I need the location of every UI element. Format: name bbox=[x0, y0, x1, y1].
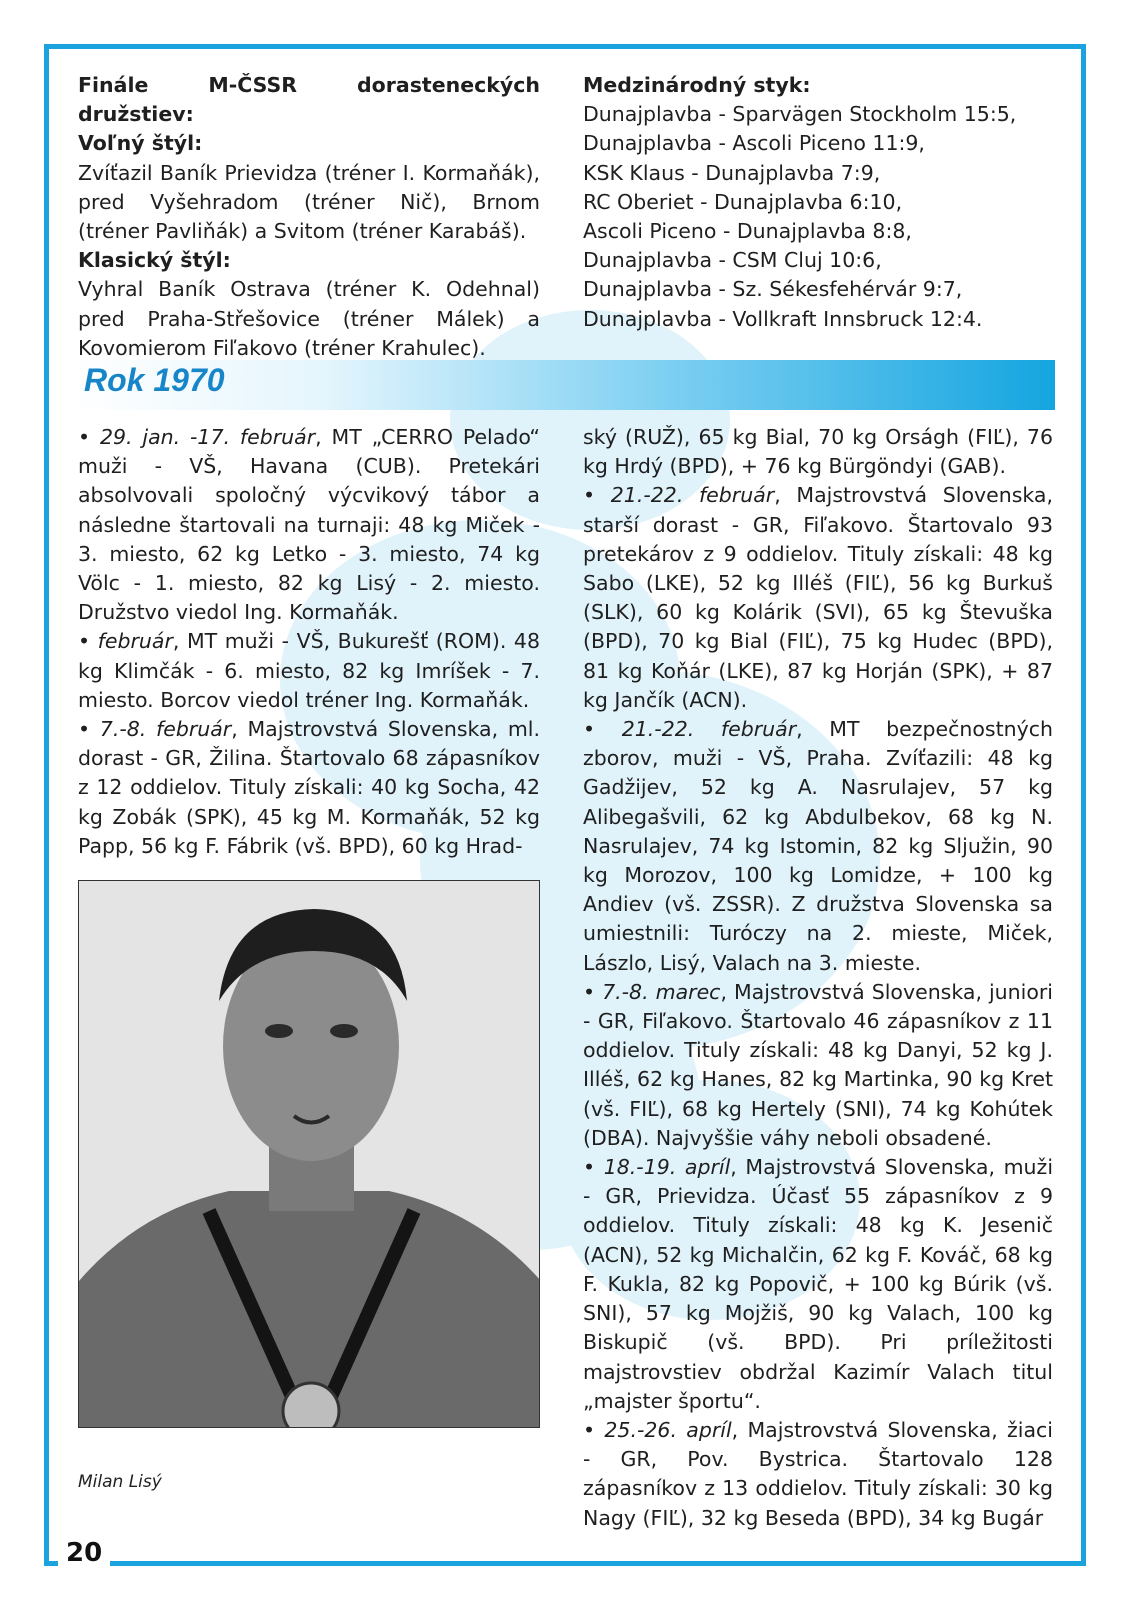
entry-date: 29. jan. -17. február bbox=[99, 425, 316, 449]
result-line: RC Oberiet - Dunajplavba 6:10, bbox=[583, 189, 903, 214]
result-line: Dunajplavba - Sz. Sékesfehérvár 9:7, bbox=[583, 277, 963, 302]
entry: • február, MT muži - VŠ, Bukurešť (ROM). 48 kg Klimčák - 6. miesto, 82 kg Imríšek - 7. miesto. Borcov viedol tréner Ing. Kormaňák. bbox=[78, 629, 541, 712]
international-heading: Medzinárodný styk: bbox=[583, 73, 811, 97]
entry: • 7.-8. február, Majstrovstvá Slovenska, ml. dorast - GR, Žilina. Štartovalo 68 zápasníkov z 12 oddielov. Tituly získali: 40 kg Socha, 42 kg Zobák (SPK), 45 kg M. Kormaňák, 52 kg Papp, 56 kg F. Fábrik (vš. BPD), 60 kg Hrad- bbox=[78, 717, 540, 858]
finale-section bbox=[78, 71, 540, 363]
result-line: Ascoli Piceno - Dunajplavba 8:8, bbox=[583, 219, 912, 244]
entry-text: , MT bezpečnostných zborov, muži - VŠ, Praha. Zvíťazili: 48 kg Gadžijev, 52 kg A. Nasrulajev, 57 kg Alibegašvili, 62 kg Abdulbekov, 68 kg N. Nasrulajev, 74 kg Istomin, 82 kg Sljužin, 90 kg Morozov, 100 kg Lomidze, + 100 kg Andiev (vš. ZSSR). Z družstva Slovenska sa umiestnili: Turóczy na 2. mieste, Miček, Lászlo, Lisý, Valach na 3. mieste. bbox=[583, 717, 1054, 975]
entry-text: , Majstrovstvá Slovenska, juniori - GR, Fiľakovo. Štartovalo 46 zápasníkov z 11 oddielov. Tituly získali: 48 kg Danyi, 52 kg J. Illéš, 62 kg Hanes, 82 kg Martinka, 90 kg Kret (vš. FIĽ), 68 kg Hertely (SNI), 74 kg Kohútek (DBA). Najvyššie váhy neboli obsadené. bbox=[583, 979, 1053, 1150]
entry-text: , Majstrovstvá Slovenska, muži - GR, Prievidza. Účasť 55 zápasníkov z 9 oddielov. Tituly získali: 48 kg K. Jesenič (ACN), 52 kg Michalčin, 62 kg F. Kováč, 68 kg F. Kukla, 82 kg Popovič, + 100 kg Búrik (vš. SNI), 57 kg Mojžiš, 90 kg Valach, 100 kg Biskupič (vš. BPD). Pri príležitosti majstrovstiev obdržal Kazimír Valach titul „majster športu“. bbox=[583, 1155, 1054, 1413]
result-line: Dunajplavba - Sparvägen Stockholm 15:5, bbox=[583, 102, 1017, 127]
result-line: KSK Klaus - Dunajplavba 7:9, bbox=[583, 160, 881, 185]
page-number: 20 bbox=[66, 1538, 103, 1568]
entry: • 21.-22. február, Majstrovstvá Slovenska, starší dorast - GR, Fiľakovo. Štartovalo 93 pretekárov z 9 oddielov. Tituly získali: 48 kg Sabo (LKE), 52 kg Illéš (FIĽ), 56 kg Burkuš (SLK), 60 kg Kolárik (SVI), 65 kg Števuška (BPD), 70 kg Bial (FIĽ), 75 kg Hudec (BPD), 81 kg Koňár (LKE), 87 kg Horján (SPK), + 87 kg Jančík (ACN). bbox=[583, 483, 1054, 712]
result-line: Dunajplavba - CSM Cluj 10:6, bbox=[583, 248, 882, 273]
classic-heading: Klasický štýl: bbox=[78, 248, 231, 273]
entry: • 7.-8. marec, Majstrovstvá Slovenska, juniori - GR, Fiľakovo. Štartovalo 46 zápasníkov z 11 oddielov. Tituly získali: 48 kg Danyi, 52 kg J. Illéš, 62 kg Hanes, 82 kg Martinka, 90 kg Kret (vš. FIĽ), 68 kg Hertely (SNI), 74 kg Kohútek (DBA). Najvyššie váhy neboli obsadené. bbox=[583, 979, 1053, 1150]
entry-date: 18.-19. apríl bbox=[603, 1155, 731, 1180]
entry-date: 21.-22. február bbox=[621, 717, 797, 742]
section-title: Rok 1970 bbox=[84, 362, 225, 398]
entry-date: február bbox=[97, 629, 173, 654]
classic-text: Vyhral Baník Ostrava (tréner K. Odehnal) pred Praha-Střešovice (tréner Málek) a Kovomierom Fiľakovo (tréner Krahulec). bbox=[78, 277, 540, 360]
right-column bbox=[583, 423, 1053, 1533]
entry-text: , MT „CERRO Pelado“ muži - VŠ, Havana (CUB). Pretekári absolvovali spoločný výcvikový tábor a následne štartovali na turnaji: 48 kg Miček - 3. miesto, 62 kg Letko - 3. miesto, 74 kg Völc - 1. miesto, 82 kg Lisý - 2. miesto. Družstvo viedol Ing. Kormaňák. bbox=[78, 425, 541, 625]
entry: • 25.-26. apríl, Majstrovstvá Slovenska, žiaci - GR, Pov. Bystrica. Štartovalo 128 zápasníkov z 13 oddielov. Tituly získali: 30 kg Nagy (FIĽ), 32 kg Beseda (BPD), 34 kg Bugár bbox=[583, 1417, 1053, 1530]
photo-caption: Milan Lisý bbox=[78, 1472, 162, 1492]
entry-date: 21.-22. február bbox=[610, 483, 775, 508]
result-line: Dunajplavba - Ascoli Piceno 11:9, bbox=[583, 131, 925, 156]
finale-heading: Finále M-ČSSR dorasteneckých družstiev: bbox=[78, 73, 540, 127]
entry-text: , Majstrovstvá Slovenska, žiaci - GR, Pov. Bystrica. Štartovalo 128 zápasníkov z 13 oddielov. Tituly získali: 30 kg Nagy (FIĽ), 32 kg Beseda (BPD), 34 kg Bugár bbox=[583, 1417, 1053, 1530]
entry-text: , Majstrovstvá Slovenska, starší dorast - GR, Fiľakovo. Štartovalo 93 pretekárov z 9 oddielov. Tituly získali: 48 kg Sabo (LKE), 52 kg Illéš (FIĽ), 56 kg Burkuš (SLK), 60 kg Kolárik (SVI), 65 kg Števuška (BPD), 70 kg Bial (FIĽ), 75 kg Hudec (BPD), 81 kg Koňár (LKE), 87 kg Horján (SPK), + 87 kg Jančík (ACN). bbox=[583, 483, 1054, 712]
freestyle-text: Zvíťazil Baník Prievidza (tréner I. Kormaňák), pred Vyšehradom (tréner Nič), Brnom (tréner Pavliňák) a Svitom (tréner Karabáš). bbox=[78, 160, 540, 244]
entry-date: 7.-8. marec bbox=[602, 979, 721, 1004]
entry: • 29. jan. -17. február, MT „CERRO Pelado“ muži - VŠ, Havana (CUB). Pretekári absolvovali spoločný výcvikový tábor a následne štartovali na turnaji: 48 kg Miček - 3. miesto, 62 kg Letko - 3. miesto, 74 kg Völc - 1. miesto, 82 kg Lisý - 2. miesto. Družstvo viedol Ing. Kormaňák. bbox=[78, 425, 541, 625]
entry-date: 25.-26. apríl bbox=[604, 1417, 732, 1442]
left-column bbox=[78, 423, 540, 861]
continuation-text: ský (RUŽ), 65 kg Bial, 70 kg Orságh (FIĽ), 76 kg Hrdý (BPD), + 76 kg Bürgöndyi (GAB). bbox=[583, 425, 1053, 479]
entry: • 18.-19. apríl, Majstrovstvá Slovenska, muži - GR, Prievidza. Účasť 55 zápasníkov z 9 oddielov. Tituly získali: 48 kg K. Jesenič (ACN), 52 kg Michalčin, 62 kg F. Kováč, 68 kg F. Kukla, 82 kg Popovič, + 100 kg Búrik (vš. SNI), 57 kg Mojžiš, 90 kg Valach, 100 kg Biskupič (vš. BPD). Pri príležitosti majstrovstiev obdržal Kazimír Valach titul „majster športu“. bbox=[583, 1155, 1054, 1413]
portrait-photo bbox=[78, 880, 540, 1428]
entry-text: , MT muži - VŠ, Bukurešť (ROM). 48 kg Klimčák - 6. miesto, 82 kg Imríšek - 7. miesto. Borcov viedol tréner Ing. Kormaňák. bbox=[78, 629, 541, 712]
page-number-box bbox=[58, 1538, 110, 1568]
entry-date: 7.-8. február bbox=[99, 717, 232, 742]
result-line: Dunajplavba - Vollkraft Innsbruck 12:4. bbox=[583, 306, 983, 331]
portrait-figure bbox=[79, 881, 540, 1428]
freestyle-heading: Voľný štýl: bbox=[78, 131, 203, 156]
entry-text: , Majstrovstvá Slovenska, ml. dorast - GR, Žilina. Štartovalo 68 zápasníkov z 12 oddielov. Tituly získali: 40 kg Socha, 42 kg Zobák (SPK), 45 kg M. Kormaňák, 52 kg Papp, 56 kg F. Fábrik (vš. BPD), 60 kg Hrad- bbox=[78, 717, 540, 858]
entry: • 21.-22. február, MT bezpečnostných zborov, muži - VŠ, Praha. Zvíťazili: 48 kg Gadžijev, 52 kg A. Nasrulajev, 57 kg Alibegašvili, 62 kg Abdulbekov, 68 kg N. Nasrulajev, 74 kg Istomin, 82 kg Sljužin, 90 kg Morozov, 100 kg Lomidze, + 100 kg Andiev (vš. ZSSR). Z družstva Slovenska sa umiestnili: Turóczy na 2. mieste, Miček, Lászlo, Lisý, Valach na 3. mieste. bbox=[583, 717, 1054, 975]
international-section bbox=[583, 71, 1053, 334]
